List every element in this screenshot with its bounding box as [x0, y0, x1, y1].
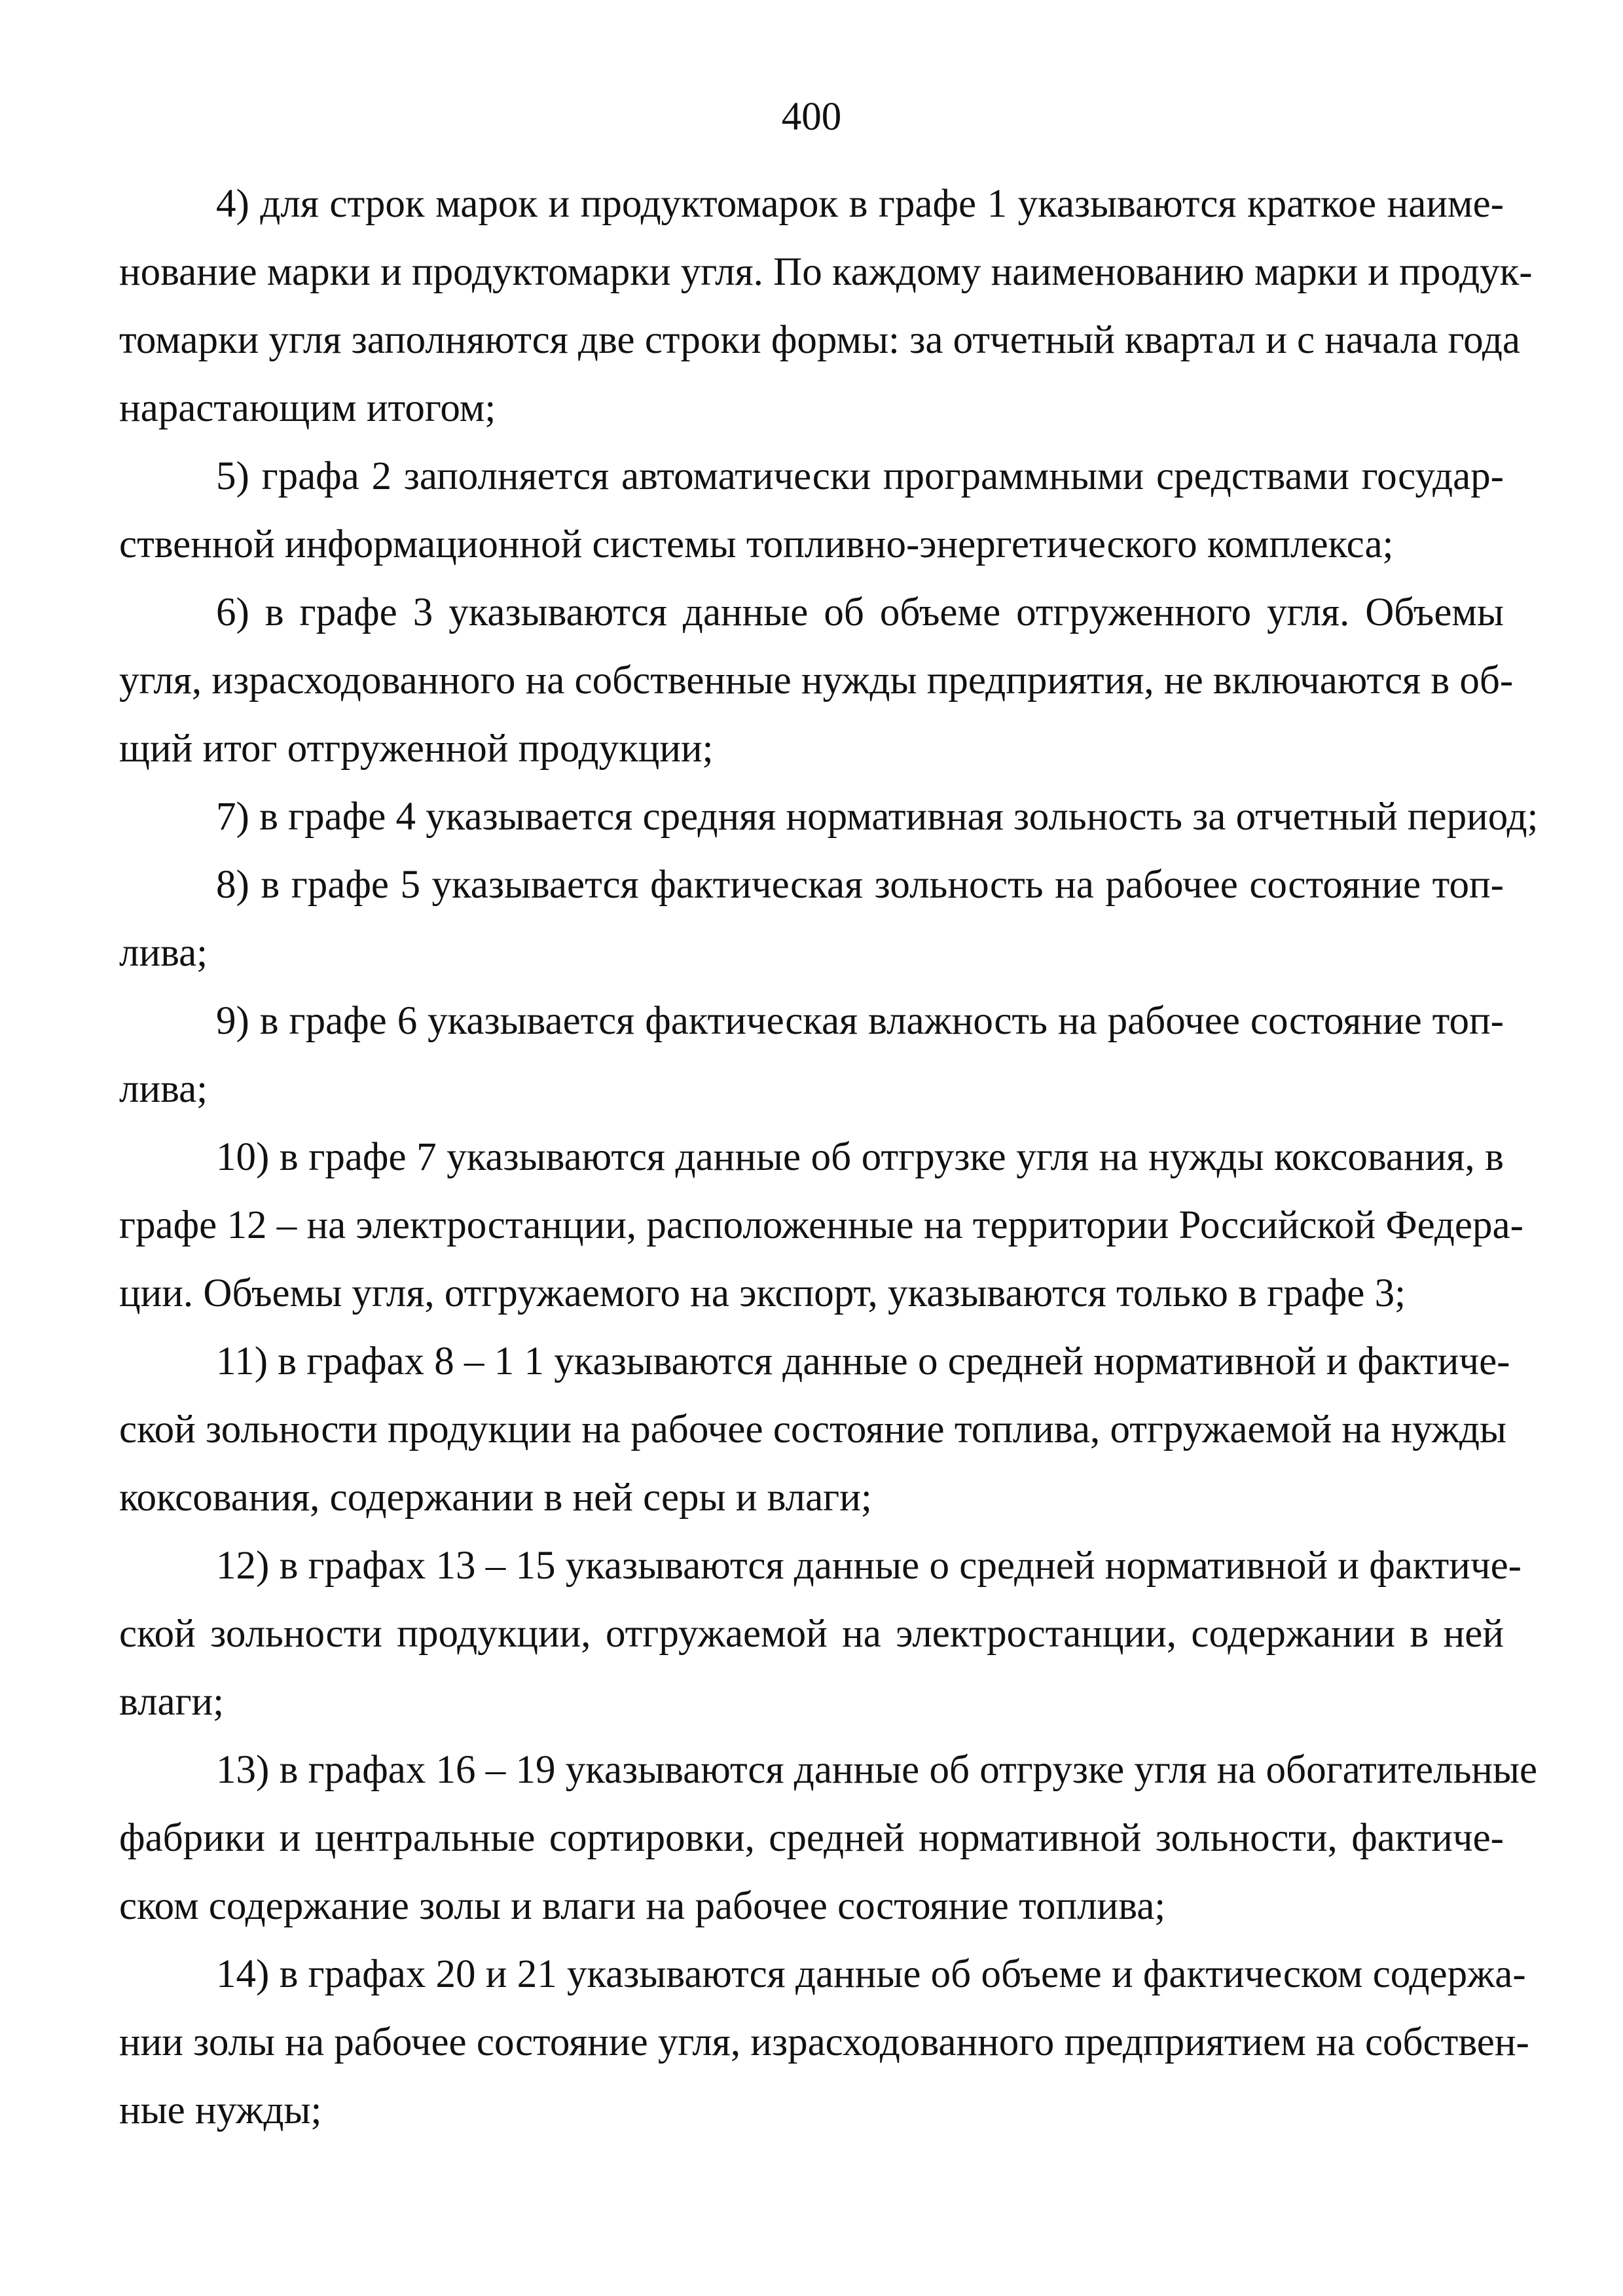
paragraph-item-6 [119, 579, 1514, 783]
text-line: лива; [119, 931, 208, 975]
paragraph-item-14 [119, 1941, 1529, 2145]
paragraph-item-9 [119, 987, 1504, 1123]
text-line: 4) для строк марок и продуктомарок в графе 1 указываются краткое наиме- [216, 182, 1504, 226]
text-line: ственной информационной системы топливно-энергетического комплекса; [119, 522, 1394, 566]
text-line: 13) в графах 16 – 19 указываются данные об отгрузке угля на обогатительные [216, 1748, 1538, 1792]
text-line: нование марки и продуктомарки угля. По каждому наименованию марки и продук- [119, 250, 1533, 294]
text-line: ской зольности продукции, отгружаемой на электростанции, содержании в ней [119, 1612, 1504, 1656]
text-line: 8) в графе 5 указывается фактическая зольность на рабочее состояние топ- [216, 863, 1504, 907]
text-line: томарки угля заполняются две строки формы: за отчетный квартал и с начала года [119, 318, 1520, 362]
text-line: нарастающим итогом; [119, 386, 496, 430]
text-line: угля, израсходованного на собственные нужды предприятия, не включаются в об- [119, 659, 1514, 702]
text-line: 7) в графе 4 указывается средняя нормативная зольность за отчетный период; [216, 795, 1539, 839]
paragraph-item-11 [119, 1328, 1510, 1532]
text-line: ской зольности продукции на рабочее состояние топлива, отгружаемой на нужды [119, 1408, 1507, 1451]
page-number: 400 [781, 95, 842, 139]
paragraph-item-13 [119, 1736, 1538, 1941]
text-line: нии золы на рабочее состояние угля, израсходованного предприятием на собствен- [119, 2020, 1529, 2064]
text-line: 9) в графе 6 указывается фактическая влажность на рабочее состояние топ- [216, 999, 1504, 1043]
text-line: коксования, содержании в ней серы и влаги; [119, 1476, 872, 1520]
paragraph-item-10 [119, 1123, 1523, 1328]
text-line: влаги; [119, 1680, 225, 1724]
document-body [119, 170, 1539, 2145]
paragraph-item-12 [119, 1532, 1522, 1736]
text-line: 5) графа 2 заполняется автоматически программными средствами государ- [216, 454, 1504, 498]
text-line: 10) в графе 7 указываются данные об отгрузке угля на нужды коксования, в [216, 1135, 1504, 1179]
text-line: ском содержание золы и влаги на рабочее состояние топлива; [119, 1884, 1166, 1928]
text-line: фабрики и центральные сортировки, средней нормативной зольности, фактиче- [119, 1816, 1504, 1860]
paragraph-item-4 [119, 170, 1533, 443]
text-line: графе 12 – на электростанции, расположенные на территории Российской Федера- [119, 1203, 1523, 1247]
text-line: 6) в графе 3 указываются данные об объеме отгруженного угля. Объемы [216, 591, 1504, 634]
text-line: 12) в графах 13 – 15 указываются данные о средней нормативной и фактиче- [216, 1544, 1522, 1588]
text-line: ции. Объемы угля, отгружаемого на экспорт, указываются только в графе 3; [119, 1271, 1406, 1315]
text-line: лива; [119, 1067, 208, 1111]
text-line: 14) в графах 20 и 21 указываются данные об объеме и фактическом содержа- [216, 1952, 1526, 1996]
paragraph-item-8 [119, 851, 1504, 987]
text-line: ные нужды; [119, 2088, 322, 2132]
paragraph-item-5 [119, 443, 1504, 579]
text-line: щий итог отгруженной продукции; [119, 727, 714, 771]
paragraph-item-7 [119, 783, 1539, 851]
text-line: 11) в графах 8 – 1 1 указываются данные о средней нормативной и фактиче- [216, 1339, 1510, 1383]
